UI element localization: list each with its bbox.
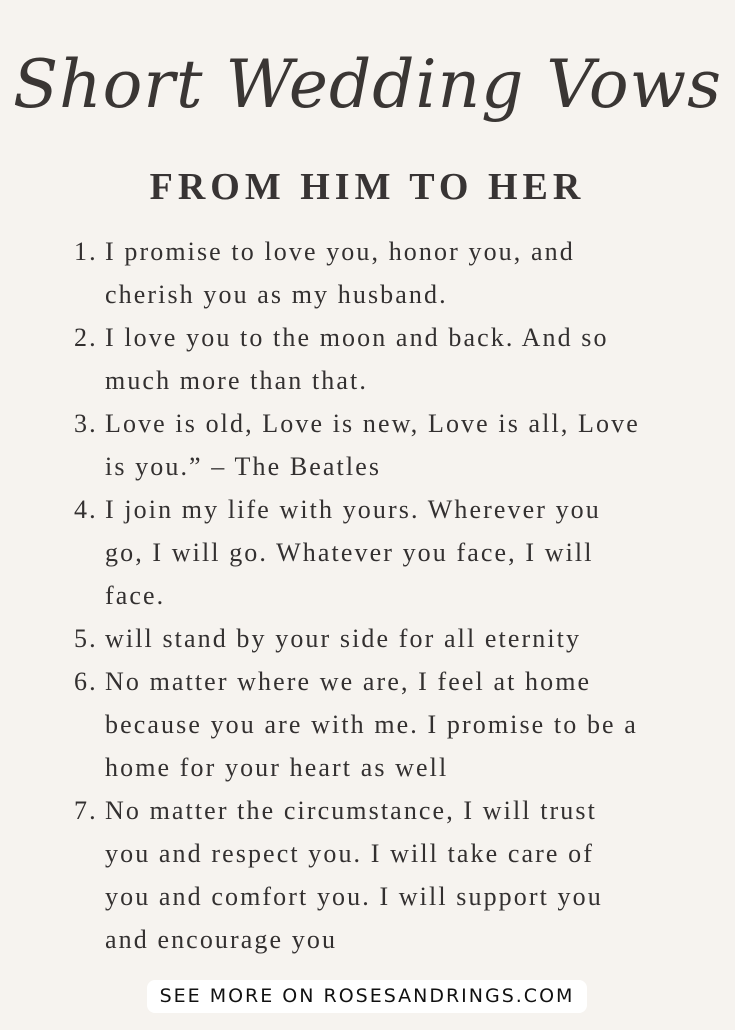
- subtitle: FROM HIM TO HER: [149, 166, 586, 208]
- vow-item: [0, 402, 735, 488]
- vow-text-line: No matter the circumstance, I will trust: [105, 796, 597, 825]
- vow-number: 7.: [74, 796, 98, 825]
- script-title: Short Wedding Vows: [12, 46, 723, 123]
- vow-text-line: you and respect you. I will take care of: [105, 839, 595, 868]
- vows-list: [0, 230, 735, 961]
- vow-number: 5.: [74, 624, 98, 653]
- vow-text-line: will stand by your side for all eternity: [105, 624, 582, 653]
- website-link[interactable]: SEE MORE ON ROSESANDRINGS.COM: [147, 980, 587, 1013]
- vow-item: [0, 316, 735, 402]
- vow-text-line: because you are with me. I promise to be a: [105, 710, 638, 739]
- vow-text-line: No matter where we are, I feel at home: [105, 667, 592, 696]
- vow-item: [0, 660, 735, 789]
- vow-text-line: I promise to love you, honor you, and: [105, 237, 575, 266]
- vow-number: 3.: [74, 409, 98, 438]
- vow-item: [0, 230, 735, 316]
- vow-item: [0, 789, 735, 961]
- vow-number: 4.: [74, 495, 98, 524]
- vow-text-line: home for your heart as well: [105, 753, 449, 782]
- vow-number: 6.: [74, 667, 98, 696]
- vow-text-line: go, I will go. Whatever you face, I will: [105, 538, 594, 567]
- vow-text-line: face.: [105, 581, 166, 610]
- vow-text-line: much more than that.: [105, 366, 368, 395]
- vow-text-line: is you.” – The Beatles: [105, 452, 382, 481]
- vow-number: 2.: [74, 323, 98, 352]
- vow-item: [0, 617, 735, 660]
- vow-text-line: and encourage you: [105, 925, 338, 954]
- vow-text-line: you and comfort you. I will support you: [105, 882, 603, 911]
- vow-text-line: Love is old, Love is new, Love is all, Love: [105, 409, 640, 438]
- vow-item: [0, 488, 735, 617]
- vow-text-line: cherish you as my husband.: [105, 280, 448, 309]
- vow-text-line: I join my life with yours. Wherever you: [105, 495, 601, 524]
- vow-number: 1.: [74, 237, 98, 266]
- vow-text-line: I love you to the moon and back. And so: [105, 323, 609, 352]
